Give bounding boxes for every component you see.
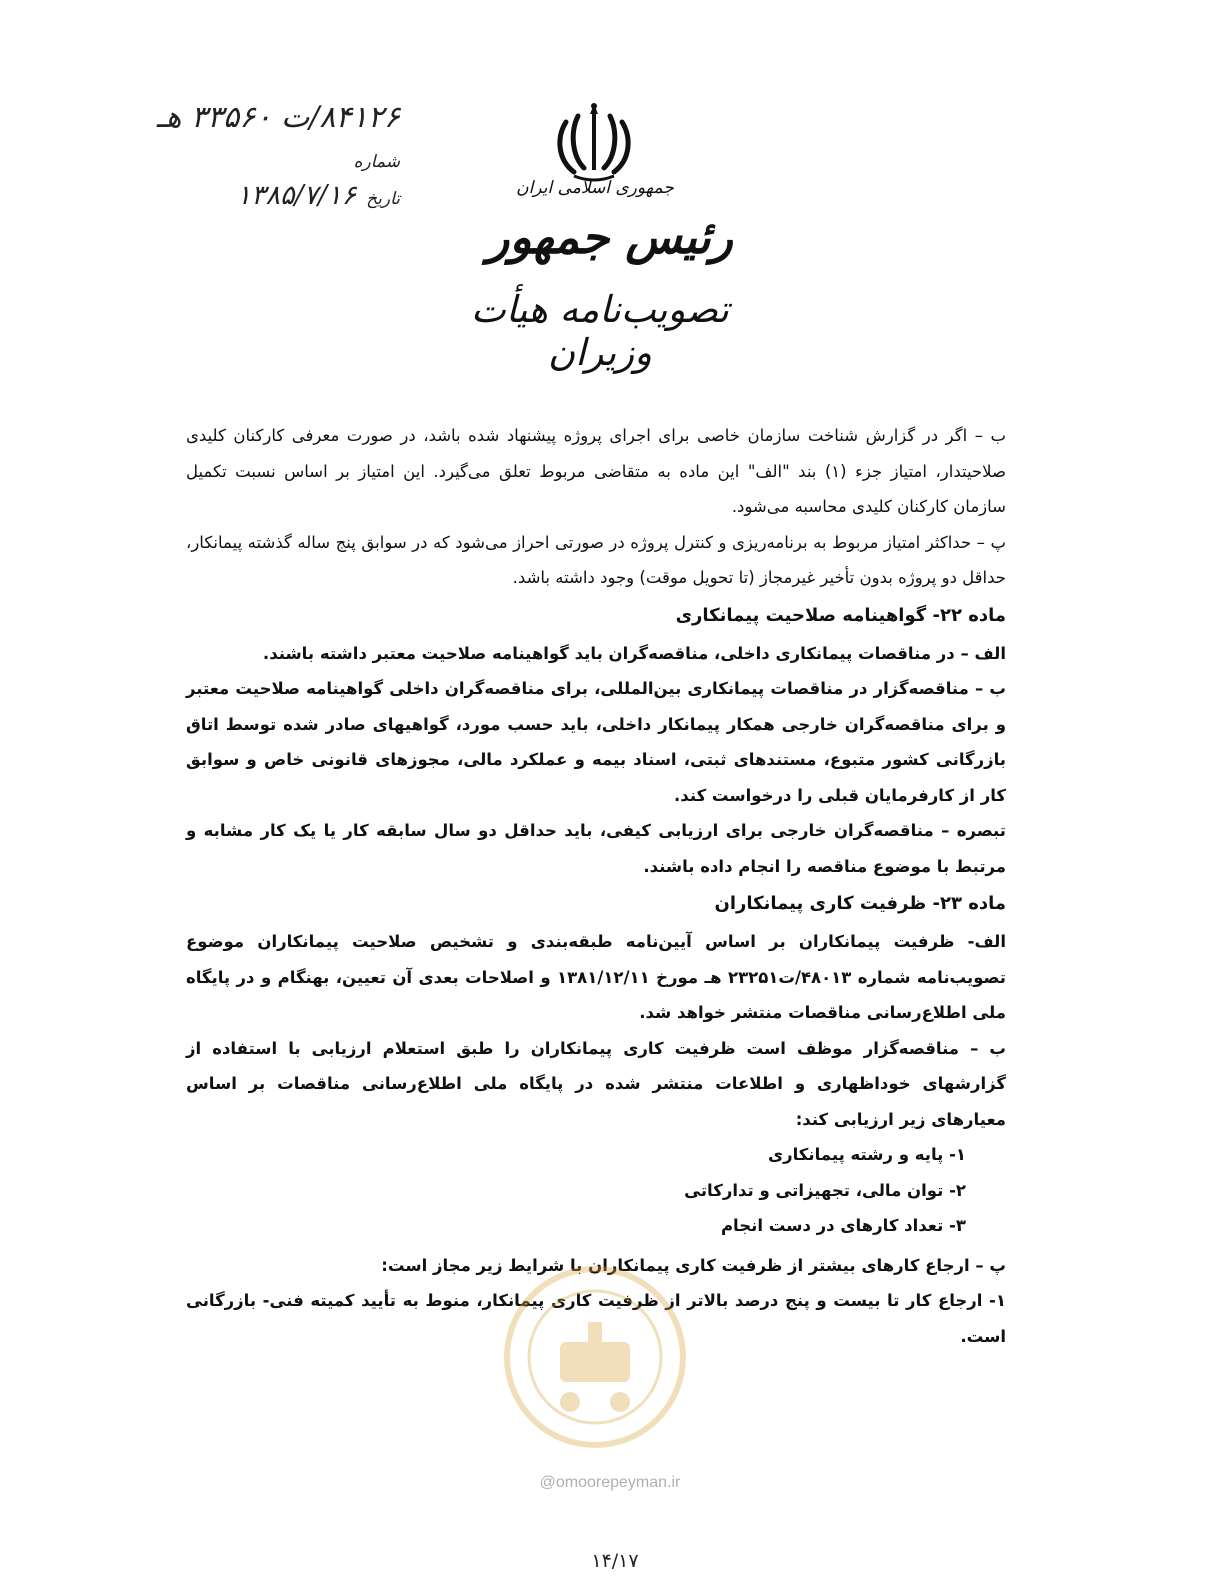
article-23-alef: الف- ظرفیت پیمانکاران بر اساس آیین‌نامه طبقه‌بندی و تشخیص صلاحیت پیمانکاران موضوع تصویب‌نامه شماره ۴۸۰۱۳/ت۲۳۲۵۱ هـ مورخ ۱۳۸۱/۱۲/۱۱ و اصلاحات بعدی آن تعیین، بهنگام و در پایگاه ملی اطلاع‌رسانی مناقصات منتشر خواهد شد. — [186, 932, 1006, 1022]
approval-title: تصویب‌نامه هیأت وزیران — [471, 288, 729, 374]
paragraph-be: ب – اگر در گزارش شناخت سازمان خاصی برای اجرای پروژه پیشنهاد شده باشد، در صورت معرفی کارکنان کلیدی صلاحیتدار، امتیاز جزء (۱) بند "الف" این ماده به متقاضی مربوط تعلق می‌گیرد. این امتیاز بر اساس نسبت تکمیل سازمان کارکنان کلیدی محاسبه می‌شود. — [186, 426, 1006, 516]
iran-emblem-icon — [552, 98, 636, 184]
date-value: ۱۳۸۵/۷/۱۶ — [236, 180, 357, 211]
paragraph-pe: پ – حداکثر امتیاز مربوط به برنامه‌ریزی و کنترل پروژه در صورتی احراز می‌شود که در سوابق پنج ساله گذشته پیمانکار، حداقل دو پروژه بدون تأخیر غیرمجاز (تا تحویل موقت) وجود داشته باشد. — [186, 532, 1006, 587]
watermark-seal-icon — [500, 1262, 690, 1452]
article-22-alef: الف – در مناقصات پیمانکاری داخلی، مناقصه‌گران باید گواهینامه صلاحیت معتبر داشته باشند. — [262, 643, 1006, 663]
list-item: ۱- پایه و رشته پیمانکاری — [767, 1145, 966, 1164]
article-22-note: تبصره – مناقصه‌گران خارجی برای ارزیابی کیفی، باید حداقل دو سال سابقه کار یا یک کار مشابه و مرتبط با موضوع مناقصه را انجام داده باشند. — [186, 821, 1006, 876]
list-item: ۳- تعداد کارهای در دست انجام — [720, 1216, 966, 1235]
number-label-row — [60, 152, 400, 180]
article-22-be: ب – مناقصه‌گزار در مناقصات پیمانکاری بین‌المللی، برای مناقصه‌گران داخلی گواهینامه صلاحیت معتبر و برای مناقصه‌گران خارجی همکار پیمانکار داخلی، باید حسب مورد، گواهیهای صادر شده توسط اتاق بازرگانی کشور متبوع، مستندهای ثبتی، اسناد بیمه و عملکرد مالی، مجوزهای قانونی خاص و سوابق کار از کارفرمایان قبلی را درخواست کند. — [186, 679, 1006, 805]
article-23-heading: ماده ۲۳- ظرفیت کاری پیمانکاران — [714, 893, 1006, 914]
president-title: رئیس جمهور — [487, 210, 733, 264]
article-23-be: ب – مناقصه‌گزار موظف است ظرفیت کاری پیمانکاران را طبق استعلام ارزیابی با استفاده از گزارشهای خوداظهاری و اطلاعات منتشر شده در پایگاه ملی اطلاع‌رسانی مناقصات بر اساس معیارهای زیر ارزیابی کند: — [186, 1038, 1006, 1129]
letter-number-value: ۸۴۱۲۶/ت ۳۳۵۶۰ هـ — [156, 100, 400, 135]
list-item: ۲- توان مالی، تجهیزاتی و تدارکاتی — [684, 1180, 966, 1200]
letter-number-label: شماره — [353, 152, 400, 172]
date-label: تاریخ — [366, 189, 400, 209]
date-row — [60, 180, 400, 232]
reference-block — [60, 100, 400, 232]
letter-number-row — [60, 100, 400, 152]
article-22-heading: ماده ۲۲- گواهینامه صلاحیت پیمانکاری — [675, 604, 1006, 626]
article-23-pe: پ – ارجاع کارهای بیشتر از ظرفیت کاری پیمانکاران با شرایط زیر مجاز است: — [381, 1255, 1006, 1275]
document-body — [186, 418, 1006, 1354]
article-23-pe-1: ۱- ارجاع کار تا بیست و پنج درصد بالاتر از ظرفیت کاری پیمانکار، منوط به تأیید کمیته فنی- بازرگانی است. — [186, 1291, 1006, 1346]
emblem-caption: جمهوری اسلامی ایران — [516, 178, 674, 198]
page-number: ۱۴/۱۷ — [591, 1550, 639, 1572]
watermark-site: @omoorepeyman.ir — [539, 1474, 681, 1491]
